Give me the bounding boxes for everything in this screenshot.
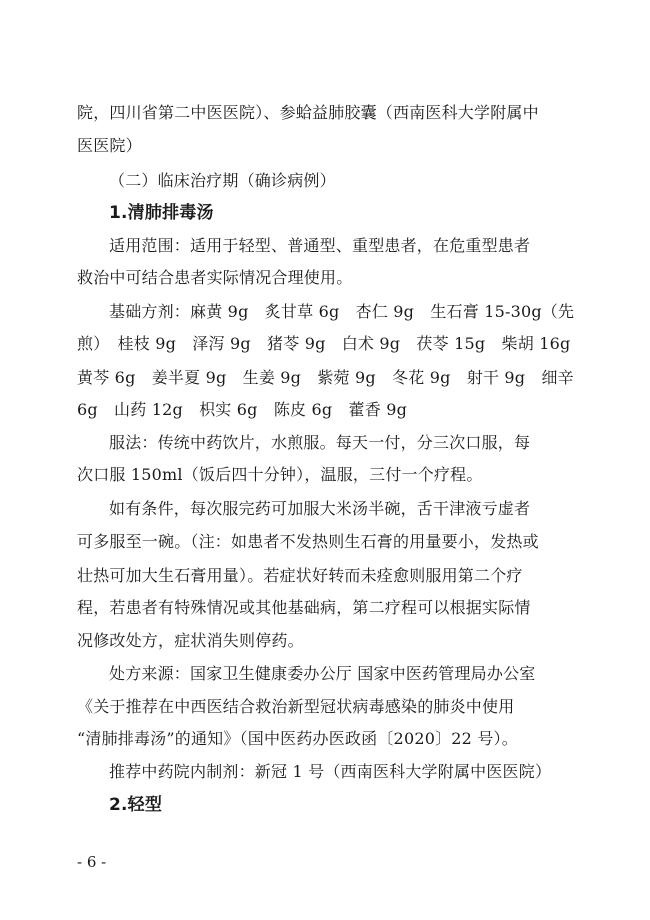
paragraph-line: 院，四川省第二中医医院）、参蛤益肺胶囊（西南医科大学附属中	[77, 103, 539, 122]
paragraph-line: 适用范围：适用于轻型、普通型、重型患者，在危重型患者	[109, 236, 531, 255]
paragraph-line: 况修改处方，症状消失则停药。	[77, 631, 304, 650]
paragraph-line: 黄芩 6g 姜半夏 9g 生姜 9g 紫菀 9g 冬花 9g 射干 9g 细辛	[77, 368, 574, 387]
paragraph-line: 煎） 桂枝 9g 泽泻 9g 猪苓 9g 白术 9g 茯苓 15g 柴胡 16g	[77, 334, 571, 353]
paragraph-line: 程，若患者有特殊情况或其他基础病，第二疗程可以根据实际情	[77, 598, 531, 617]
subsection-heading: 1.清肺排毒汤	[109, 203, 214, 223]
paragraph-line: 壮热可加大生石膏用量）。若症状好转而未痊愈则服用第二个疗	[77, 566, 523, 585]
paragraph-line: 如有条件，每次服完药可加服大米汤半碗，舌干津液亏虚者	[109, 499, 531, 518]
subsection-heading: 2.轻型	[109, 795, 163, 815]
paragraph-line: 基础方剂：麻黄 9g 炙甘草 6g 杏仁 9g 生石膏 15-30g（先	[109, 302, 575, 321]
paragraph-line: 次口服 150ml（饭后四十分钟），温服，三付一个疗程。	[77, 465, 483, 484]
paragraph-line: 救治中可结合患者实际情况合理使用。	[77, 268, 353, 287]
paragraph-line: 推荐中药院内制剂：新冠 1 号（西南医科大学附属中医医院）	[109, 762, 552, 781]
paragraph-line: 医医院）	[77, 136, 142, 155]
section-heading: （二）临床治疗期（确诊病例）	[109, 171, 336, 190]
paragraph-line: 6g 山药 12g 枳实 6g 陈皮 6g 藿香 9g	[77, 400, 408, 419]
paragraph-line: 《关于推荐在中西医结合救治新型冠状病毒感染的肺炎中使用	[77, 697, 515, 716]
paragraph-line: 服法：传统中药饮片，水煎服。每天一付，分三次口服，每	[109, 433, 531, 452]
paragraph-line: 可多服至一碗。（注：如患者不发热则生石膏的用量要小，发热或	[77, 532, 539, 551]
page-number: - 6 -	[77, 853, 107, 871]
paragraph-line: 处方来源：国家卫生健康委办公厅 国家中医药管理局办公室	[109, 664, 536, 683]
paragraph-line: “清肺排毒汤”的通知》（国中医药办医政函〔2020〕22 号）。	[77, 729, 518, 748]
